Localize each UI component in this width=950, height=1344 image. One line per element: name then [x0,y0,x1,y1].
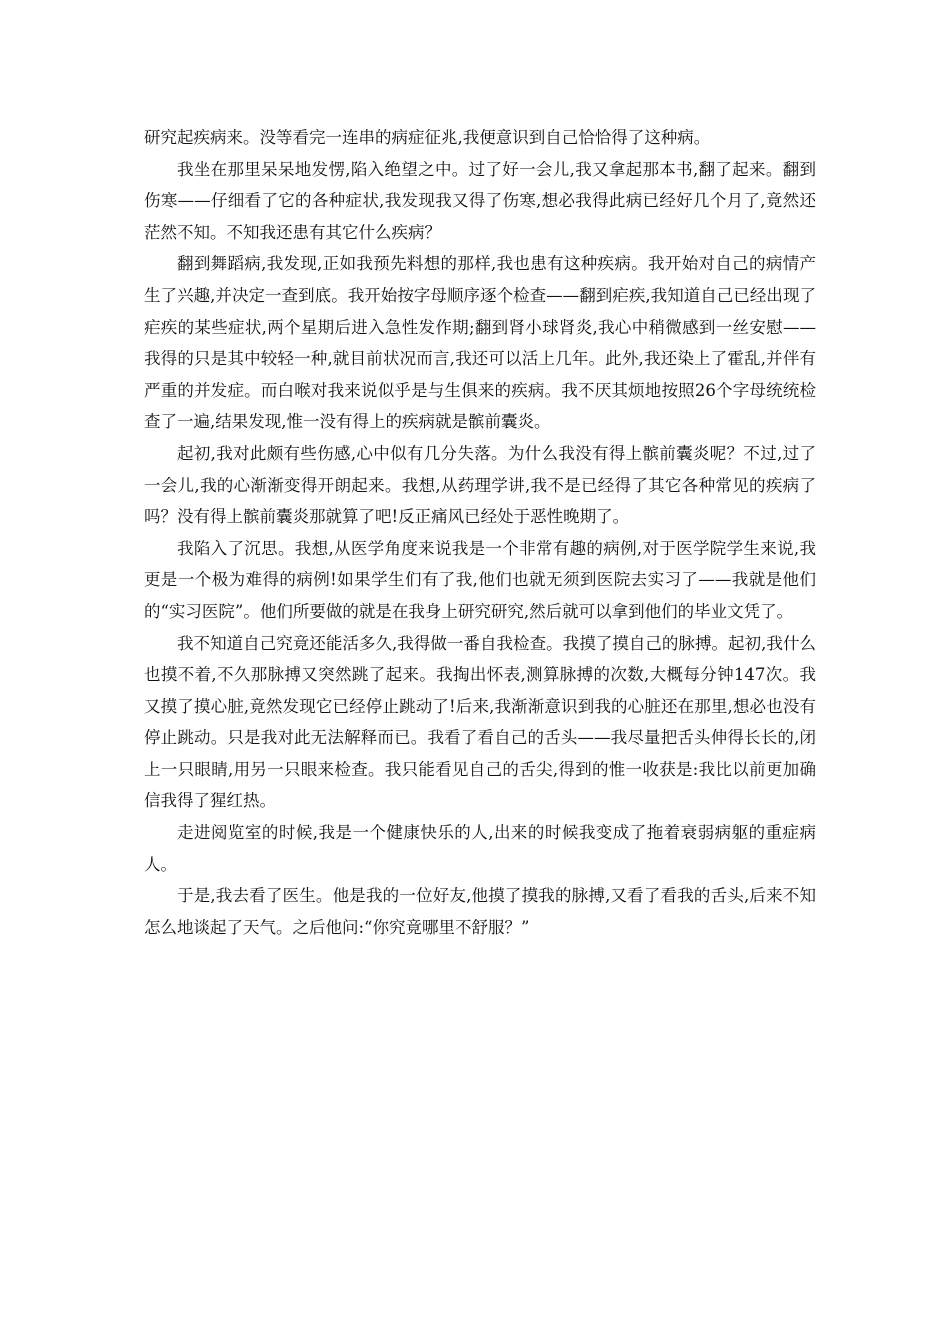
paragraph-continuation: 研究起疾病来。没等看完一连串的病症征兆,我便意识到自己恰恰得了这种病。 [144,128,711,147]
paragraph-self-examination: 我不知道自己究竟还能活多久,我得做一番自我检查。我摸了摸自己的脉搏。起初,我什么也摸不着,不久那脉搏又突然跳了起来。我掏出怀表,测算脉搏的次数,大概每分钟147次。我又摸了摸心脏,竟然发现它已经停止跳动了!后来,我渐渐意识到我的心脏还在那里,想必也没有停止跳动。只是我对此无法解释而已。我看了看自己的舌头——我尽量把舌头伸得长长的,闭上一只眼睛,用另一只眼来检查。我只能看见自己的舌尖,得到的惟一收获是:我比以前更加确信我得了猩红热。 [144,633,816,811]
paragraph-typhoid: 我坐在那里呆呆地发愣,陷入绝望之中。过了好一会儿,我又拿起那本书,翻了起来。翻到伤寒——仔细看了它的各种症状,我发现我又得了伤寒,想必我得此病已经好几个月了,竟然还茫然不知。不知我还患有其它什么疾病？ [144,159,816,242]
paragraph-housemaids-knee: 起初,我对此颇有些伤感,心中似有几分失落。为什么我没有得上髌前囊炎呢？不过,过了一会儿,我的心渐渐变得开朗起来。我想,从药理学讲,我不是已经得了其它各种常见的疾病了吗？没有得上髌前囊炎那就算了吧!反正痛风已经处于恶性晚期了。 [144,443,816,527]
paragraph-interesting-case: 我陷入了沉思。我想,从医学角度来说我是一个非常有趣的病例,对于医学院学生来说,我更是一个极为难得的病例!如果学生们有了我,他们也就无须到医院去实习了——我就是他们的“实习医院”。他们所要做的就是在我身上研究研究,然后就可以拿到他们的毕业文凭了。 [144,538,816,621]
document-page [144,122,816,943]
paragraph-doctor-visit: 于是,我去看了医生。他是我的一位好友,他摸了摸我的脉搏,又看了看我的舌头,后来不知怎么地谈起了天气。之后他问:“你究竟哪里不舒服？” [144,886,816,937]
paragraph-chorea: 翻到舞蹈病,我发现,正如我预先料想的那样,我也患有这种疾病。我开始对自己的病情产生了兴趣,并决定一查到底。我开始按字母顺序逐个检查——翻到疟疾,我知道自己已经出现了疟疾的某些症状,两个星期后进入急性发作期;翻到肾小球肾炎,我心中稍微感到一丝安慰——我得的只是其中较轻一种,就目前状况而言,我还可以活上几年。此外,我还染上了霍乱,并伴有严重的并发症。而白喉对我来说似乎是与生俱来的疾病。我不厌其烦地按照26个字母统统检查了一遍,结果发现,惟一没有得上的疾病就是髌前囊炎。 [144,254,816,432]
paragraph-reading-room: 走进阅览室的时候,我是一个健康快乐的人,出来的时候我变成了拖着衰弱病躯的重症病人。 [144,823,816,874]
